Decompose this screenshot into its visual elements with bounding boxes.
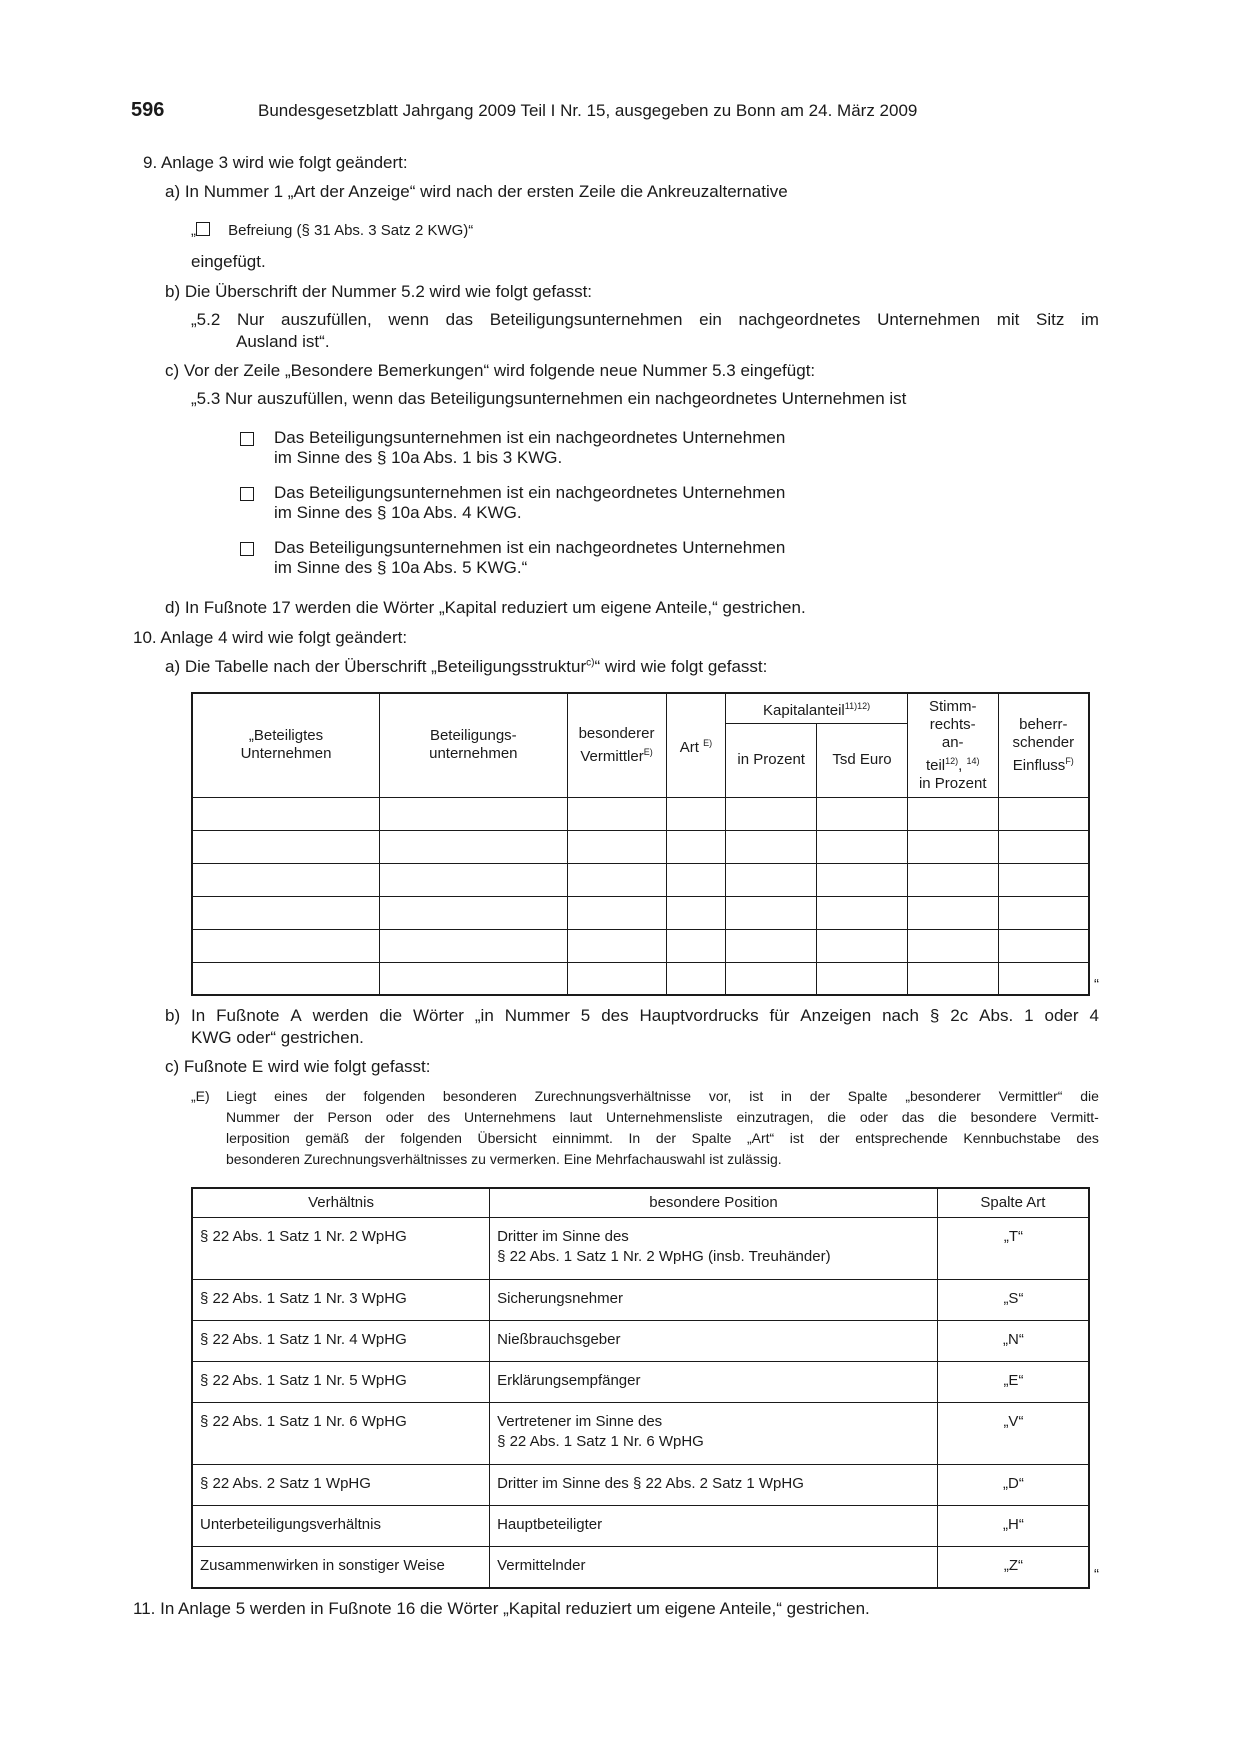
- cell-position: Hauptbeteiligter: [490, 1506, 938, 1547]
- cell-art: „T“: [937, 1218, 1089, 1280]
- word: Spalte: [691, 1130, 732, 1146]
- footnote-sup: 12): [945, 755, 959, 766]
- option-line: Das Beteiligungsunternehmen ist ein nachgeordnetes Unternehmen: [274, 428, 786, 447]
- cell: [567, 797, 666, 830]
- word: Unternehmens: [463, 1109, 556, 1125]
- word: das: [445, 310, 474, 329]
- header-besonderer-vermittler: [567, 693, 666, 797]
- cell: [998, 929, 1089, 962]
- item-10b-line1: [165, 1006, 1099, 1026]
- word: Abs.: [979, 1006, 1014, 1025]
- cell-verhaeltnis: § 22 Abs. 2 Satz 1 WpHG: [192, 1465, 490, 1506]
- cell: [726, 929, 817, 962]
- cell-position: Sicherungsnehmer: [490, 1280, 938, 1321]
- word: In: [628, 1130, 641, 1146]
- cell: [666, 830, 726, 863]
- word: entsprechende: [855, 1130, 948, 1146]
- table-row: [192, 1547, 1089, 1588]
- cell-art: „S“: [937, 1280, 1089, 1321]
- word: der: [325, 1088, 346, 1104]
- word: der: [655, 1130, 677, 1146]
- table2-closing-quote: “: [1094, 1566, 1099, 1583]
- footnote-e-label: „E): [191, 1088, 210, 1104]
- cell: [567, 863, 666, 896]
- word: das: [901, 1109, 925, 1125]
- text: a) Die Tabelle nach der Überschrift „Beteiligungsstruktur: [165, 657, 587, 676]
- table-row: [192, 1465, 1089, 1506]
- option-line: im Sinne des § 10a Abs. 4 KWG.: [274, 503, 522, 522]
- cell: [726, 830, 817, 863]
- cell-position: Dritter im Sinne des § 22 Abs. 2 Satz 1 WpHG: [490, 1465, 938, 1506]
- word: laut: [569, 1109, 593, 1125]
- header-text: „Beteiligtes Unternehmen: [240, 727, 332, 763]
- cell: [907, 896, 998, 929]
- word: Fußnote: [216, 1006, 280, 1025]
- cell: [567, 830, 666, 863]
- cell: [907, 797, 998, 830]
- word: besonderen: [442, 1088, 517, 1104]
- item-9b-line: b) Die Überschrift der Nummer 5.2 wird wie folgt gefasst:: [165, 282, 593, 301]
- word: Liegt: [226, 1088, 257, 1104]
- word: „Art“: [746, 1130, 775, 1146]
- cell: [380, 962, 568, 995]
- cell: [666, 797, 726, 830]
- header-text: Art: [679, 738, 699, 756]
- footnote-e-line2: [226, 1109, 1099, 1125]
- word: ist: [789, 1130, 804, 1146]
- word: „5.2: [191, 310, 221, 329]
- cell: [998, 863, 1089, 896]
- item-9a-option: [191, 222, 473, 239]
- word: für: [769, 1006, 790, 1025]
- gazette-header: Bundesgesetzblatt Jahrgang 2009 Teil I Nr. 15, ausgegeben zu Bonn am 24. März 2009: [258, 101, 918, 120]
- cell-art: „V“: [937, 1403, 1089, 1465]
- position-line: Dritter im Sinne des: [497, 1228, 629, 1245]
- cell: [998, 962, 1089, 995]
- word: eines: [274, 1088, 308, 1104]
- word: Unternehmen: [877, 310, 981, 329]
- option-line: Das Beteiligungsunternehmen ist ein nachgeordnetes Unternehmen: [274, 483, 786, 502]
- header-text: Kapitalanteil: [763, 701, 845, 719]
- quote-open: „: [191, 222, 196, 239]
- cell: [907, 830, 998, 863]
- header-text: Stimm-: [928, 697, 977, 715]
- cell: [817, 863, 908, 896]
- checkbox-icon: [240, 487, 254, 501]
- word: ein: [699, 310, 722, 329]
- item-9c-option-2: [240, 483, 785, 523]
- word: oder: [385, 1109, 414, 1125]
- table-row: [192, 929, 1089, 962]
- word: 2c: [950, 1006, 969, 1025]
- footnote-e-line4: besonderen Zurechnungsverhältnisses zu vermerken. Eine Mehrfachauswahl ist zulässig.: [226, 1151, 782, 1167]
- word: Kennbuchstabe: [963, 1130, 1061, 1146]
- word: auszufüllen,: [280, 310, 372, 329]
- header-tsd-euro: Tsd Euro: [817, 723, 908, 797]
- item-9b-quote-line1: [191, 310, 1099, 330]
- cell: [192, 830, 380, 863]
- word: der: [293, 1109, 314, 1125]
- word: der: [809, 1088, 830, 1104]
- cell-verhaeltnis: § 22 Abs. 1 Satz 1 Nr. 3 WpHG: [192, 1280, 490, 1321]
- word: oder: [859, 1109, 888, 1125]
- word: ist: [749, 1088, 764, 1104]
- cell: [567, 962, 666, 995]
- position-line: § 22 Abs. 1 Satz 1 Nr. 2 WpHG (insb. Treuhänder): [497, 1248, 831, 1265]
- header-text: besonderer Vermittler: [578, 724, 655, 765]
- cell-art: „Z“: [937, 1547, 1089, 1588]
- item-9a-end: eingefügt.: [191, 252, 266, 271]
- cell: [567, 896, 666, 929]
- word: im: [1081, 310, 1099, 329]
- word: 1: [1024, 1006, 1034, 1025]
- word: Sitz: [1036, 310, 1065, 329]
- cell: [726, 863, 817, 896]
- separator: ,: [958, 756, 967, 774]
- header-text: Beteiligungs-unternehmen: [429, 727, 518, 763]
- cell-verhaeltnis: § 22 Abs. 1 Satz 1 Nr. 5 WpHG: [192, 1362, 490, 1403]
- cell: [567, 929, 666, 962]
- cell: [192, 797, 380, 830]
- word: Wörter: [412, 1006, 464, 1025]
- cell-position: [490, 1403, 938, 1465]
- cell-position: Nießbrauchsgeber: [490, 1321, 938, 1362]
- word: Beteiligungsunternehmen: [489, 310, 683, 329]
- cell: [817, 896, 908, 929]
- item-10-heading: 10. Anlage 4 wird wie folgt geändert:: [133, 628, 408, 647]
- cell: [380, 929, 568, 962]
- cell-verhaeltnis: Zusammenwirken in sonstiger Weise: [192, 1547, 490, 1588]
- word: Person: [327, 1109, 372, 1125]
- cell: [192, 929, 380, 962]
- cell: [998, 830, 1089, 863]
- header-text: Einfluss: [1012, 756, 1066, 774]
- header-in-prozent: in Prozent: [726, 723, 817, 797]
- table-row: [192, 1218, 1089, 1280]
- word: werden: [312, 1006, 369, 1025]
- cell-verhaeltnis: Unterbeteiligungsverhältnis: [192, 1506, 490, 1547]
- cell: [380, 797, 568, 830]
- option-line: Das Beteiligungsunternehmen ist ein nachgeordnetes Unternehmen: [274, 538, 786, 557]
- word: die: [827, 1109, 847, 1125]
- word: mit: [996, 310, 1020, 329]
- word: wenn: [388, 310, 429, 329]
- word: Hauptvordrucks: [639, 1006, 759, 1025]
- cell: [666, 896, 726, 929]
- word: gemäß: [305, 1130, 349, 1146]
- word: des: [427, 1109, 451, 1125]
- zurechnung-table: [191, 1187, 1090, 1589]
- cell-art: „H“: [937, 1506, 1089, 1547]
- word: lerposition: [226, 1130, 290, 1146]
- table-row: [192, 797, 1089, 830]
- cell-art: „D“: [937, 1465, 1089, 1506]
- word: Vermittler“: [998, 1088, 1063, 1104]
- word: Unternehmensliste: [605, 1109, 723, 1125]
- header-verhaeltnis: Verhältnis: [192, 1188, 490, 1218]
- word: Übersicht: [477, 1130, 537, 1146]
- item-9c-option-1: [240, 428, 785, 468]
- word: einzutragen,: [736, 1109, 814, 1125]
- item-9-heading: 9. Anlage 3 wird wie folgt geändert:: [143, 153, 408, 172]
- cell: [998, 896, 1089, 929]
- cell-art: „E“: [937, 1362, 1089, 1403]
- cell: [817, 830, 908, 863]
- checkbox-icon: [240, 542, 254, 556]
- checkbox-icon: [240, 432, 254, 446]
- table-row: [192, 896, 1089, 929]
- table-row: [192, 830, 1089, 863]
- table1-closing-quote: “: [1094, 976, 1099, 993]
- word: 5: [580, 1006, 591, 1025]
- word: einnimmt.: [552, 1130, 613, 1146]
- word: vor,: [708, 1088, 732, 1104]
- word: die: [379, 1006, 403, 1025]
- footnote-sup: E): [703, 737, 713, 748]
- header-text: teil: [925, 756, 946, 774]
- item-9c-line: c) Vor der Zeile „Besondere Bemerkungen“ wird folgende neue Nummer 5.3 eingefügt:: [165, 361, 816, 380]
- table-row: [192, 863, 1089, 896]
- cell: [380, 896, 568, 929]
- cell-art: „N“: [937, 1321, 1089, 1362]
- word: folgenden: [400, 1130, 462, 1146]
- item-9a-line: a) In Nummer 1 „Art der Anzeige“ wird nach der ersten Zeile die Ankreuzalternative: [165, 182, 788, 201]
- word: „besonderer: [905, 1088, 981, 1104]
- word: der: [364, 1130, 385, 1146]
- page-number: 596: [131, 99, 165, 121]
- cell: [666, 962, 726, 995]
- cell: [192, 863, 380, 896]
- option-line: im Sinne des § 10a Abs. 1 bis 3 KWG.: [274, 448, 563, 467]
- header-text: an-: [941, 733, 964, 751]
- table-row: [192, 1321, 1089, 1362]
- item-9b-quote-line2: Ausland ist“.: [236, 332, 330, 351]
- footnote-sup: 11)12): [844, 700, 871, 711]
- word: Zurechnungsverhältnisse: [534, 1088, 692, 1104]
- header-beteiligtes-unternehmen: [192, 693, 380, 797]
- cell: [817, 962, 908, 995]
- header-stimmrechtsanteil: [907, 693, 998, 797]
- header-art: [666, 693, 726, 797]
- cell: [817, 797, 908, 830]
- word: b): [165, 1006, 181, 1025]
- word: Nummer: [504, 1006, 570, 1025]
- cell: [380, 830, 568, 863]
- table-row: [192, 1362, 1089, 1403]
- cell: [192, 962, 380, 995]
- item-9d-line: d) In Fußnote 17 werden die Wörter „Kapital reduziert um eigene Anteile,“ gestrichen.: [165, 598, 806, 617]
- footnote-sup: F): [1065, 755, 1074, 766]
- item-9c-option-3: [240, 538, 785, 578]
- header-text: beherr-: [1019, 715, 1068, 733]
- text: “ wird wie folgt gefasst:: [594, 657, 768, 676]
- word: oder: [1044, 1006, 1079, 1025]
- word: in: [781, 1088, 792, 1104]
- footnote-e-line1: [226, 1088, 1099, 1104]
- cell-verhaeltnis: § 22 Abs. 1 Satz 1 Nr. 6 WpHG: [192, 1403, 490, 1465]
- item-9a-option-text: Befreiung (§ 31 Abs. 3 Satz 2 KWG)“: [228, 222, 474, 239]
- word: §: [929, 1006, 940, 1025]
- header-besondere-position: besondere Position: [490, 1188, 938, 1218]
- table-row: [192, 1403, 1089, 1465]
- cell: [666, 863, 726, 896]
- position-line: Vertretener im Sinne des: [497, 1413, 663, 1430]
- word: folgenden: [363, 1088, 426, 1104]
- word: Vermitt-: [1050, 1109, 1099, 1125]
- item-10b-line2: KWG oder“ gestrichen.: [191, 1028, 364, 1047]
- word: Spalte: [847, 1088, 888, 1104]
- header-text: in Prozent: [918, 774, 987, 792]
- footnote-sup: 14): [966, 755, 980, 766]
- cell: [380, 863, 568, 896]
- word: nach: [882, 1006, 919, 1025]
- item-10a-line: [165, 657, 767, 677]
- word: besondere: [970, 1109, 1037, 1125]
- word: In: [191, 1006, 206, 1025]
- beteiligungsstruktur-table: [191, 692, 1090, 996]
- table-header-row: [192, 1188, 1089, 1218]
- cell-verhaeltnis: § 22 Abs. 1 Satz 1 Nr. 4 WpHG: [192, 1321, 490, 1362]
- header-text: rechts-: [929, 715, 976, 733]
- footnote-e-line3: [226, 1130, 1099, 1146]
- cell-position: Erklärungsempfänger: [490, 1362, 938, 1403]
- cell: [666, 929, 726, 962]
- table-row: [192, 1280, 1089, 1321]
- table-row: [192, 962, 1089, 995]
- item-10c-line: c) Fußnote E wird wie folgt gefasst:: [165, 1057, 431, 1076]
- cell-position: Vermittelnder: [490, 1547, 938, 1588]
- cell: [726, 962, 817, 995]
- word: die: [938, 1109, 957, 1125]
- header-text: schender: [1012, 733, 1075, 751]
- option-line: im Sinne des § 10a Abs. 5 KWG.“: [274, 558, 528, 577]
- table-row: [192, 1506, 1089, 1547]
- item-9c-quote: „5.3 Nur auszufüllen, wenn das Beteiligungsunternehmen ein nachgeordnetes Unternehmen ist: [191, 389, 907, 408]
- cell: [998, 797, 1089, 830]
- header-kapitalanteil: [726, 693, 908, 723]
- cell: [907, 929, 998, 962]
- word: die: [1080, 1088, 1099, 1104]
- cell: [907, 962, 998, 995]
- header-beteiligungsunternehmen: [380, 693, 568, 797]
- word: Nummer: [226, 1109, 280, 1125]
- item-11-line: 11. In Anlage 5 werden in Fußnote 16 die Wörter „Kapital reduziert um eigene Anteile,“ gestrichen.: [133, 1599, 870, 1618]
- header-spalte-art: Spalte Art: [937, 1188, 1089, 1218]
- word: Anzeigen: [800, 1006, 872, 1025]
- word: des: [1076, 1130, 1099, 1146]
- word: der: [819, 1130, 840, 1146]
- position-line: § 22 Abs. 1 Satz 1 Nr. 6 WpHG: [497, 1433, 704, 1450]
- cell: [907, 863, 998, 896]
- word: Nur: [236, 310, 265, 329]
- word: 4: [1089, 1006, 1099, 1025]
- cell-position: [490, 1218, 938, 1280]
- word: nachgeordnetes: [738, 310, 861, 329]
- footnote-sup: c): [586, 657, 595, 669]
- cell-verhaeltnis: § 22 Abs. 1 Satz 1 Nr. 2 WpHG: [192, 1218, 490, 1280]
- cell: [817, 929, 908, 962]
- checkbox-icon: [196, 222, 210, 236]
- cell: [726, 797, 817, 830]
- cell: [192, 896, 380, 929]
- header-beherrschender-einfluss: [998, 693, 1089, 797]
- word: „in: [474, 1006, 494, 1025]
- word: A: [290, 1006, 302, 1025]
- word: des: [601, 1006, 629, 1025]
- footnote-sup: E): [643, 746, 653, 757]
- cell: [726, 896, 817, 929]
